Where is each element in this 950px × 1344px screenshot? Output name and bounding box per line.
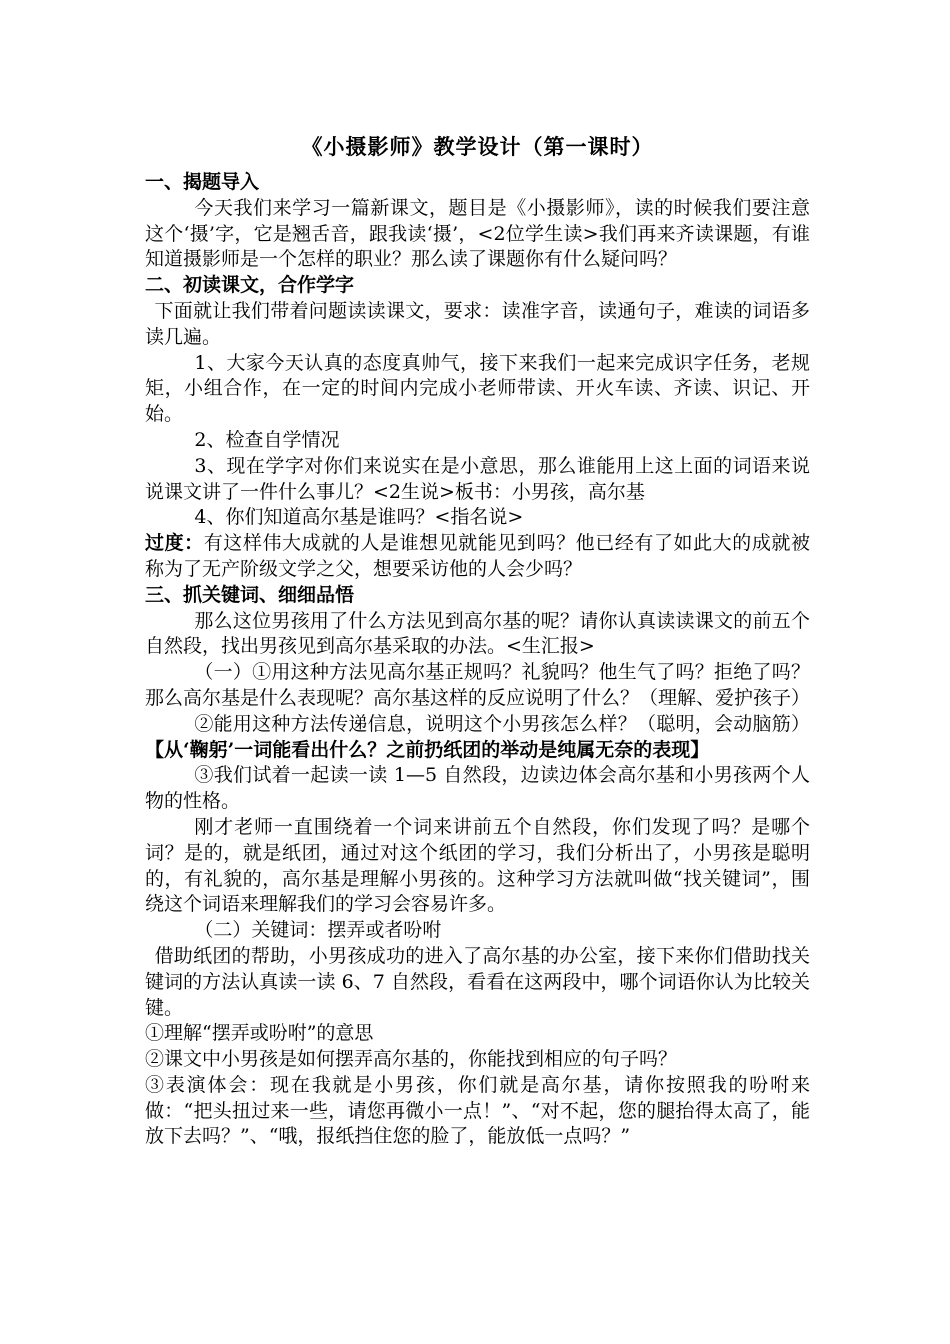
paragraph: 1、大家今天认真的态度真帅气，接下来我们一起来完成识字任务，老规矩，小组合作，在一定的时间内完成小老师带读、开火车读、齐读、识记、开始。 (145, 351, 810, 426)
paragraph: 那么这位男孩用了什么方法见到高尔基的呢？请你认真读读课文的前五个自然段，找出男孩见到高尔基采取的办法。<生汇报> (145, 609, 810, 658)
transition-paragraph (145, 531, 810, 583)
paragraph-bold-text: 【从‘鞠躬’一词能看出什么？之前扔纸团的举动是纯属无奈的表现 (145, 738, 691, 761)
paragraph: 下面就让我们带着问题读读课文，要求：读准字音，读通句子，难读的词语多读几遍。 (145, 299, 810, 348)
paragraph: 2、检查自学情况 (194, 428, 340, 451)
paragraph: 借助纸团的帮助，小男孩成功的进入了高尔基的办公室，接下来你们借助找关键词的方法认真读一读 6、7 自然段，看看在这两段中，哪个词语你认为比较关键。 (145, 944, 810, 1019)
document-page (145, 132, 810, 1150)
paragraph: ③我们试着一起读一读 1—5 自然段，边读边体会高尔基和小男孩两个人物的性格。 (145, 764, 810, 813)
transition-label: 过度： (145, 532, 204, 555)
paragraph-bold-text: 】 (690, 738, 710, 761)
document-title: 《小摄影师》教学设计（第一课时） (301, 134, 654, 159)
paragraph: ③表演体会：现在我就是小男孩，你们就是高尔基，请你按照我的吩咐来做：“把头扭过来一些，请您再微小一点！”、“对不起，您的腿抬得太高了，能放下去吗？”、“哦，报纸挡住您的脸了，能放低一点吗？” (145, 1073, 810, 1148)
paragraph: 今天我们来学习一篇新课文，题目是《小摄影师》，读的时候我们要注意这个‘摄’字，它是翘舌音，跟我读‘摄’，<2位学生读>我们再来齐读课题，有谁知道摄影师是一个怎样的职业？那么读了课题你有什么疑问吗？ (145, 196, 810, 271)
section-heading-1: 一、揭题导入 (145, 171, 260, 193)
paragraph: ②课文中小男孩是如何摆弄高尔基的，你能找到相应的句子吗？ (145, 1048, 678, 1071)
paragraph: （二）关键词：摆弄或者吩咐 (194, 919, 442, 942)
paragraph: 4、你们知道高尔基是谁吗？<指名说> (194, 506, 524, 529)
paragraph (145, 712, 810, 764)
paragraph-text: ②能用这种方法传递信息，说明这个小男孩怎么样？（聪明，会动脑筋） (194, 712, 810, 735)
section-heading-3: 三、抓关键词、细细品悟 (145, 583, 355, 606)
section-heading-2: 二、初读课文，合作学字 (145, 274, 355, 297)
paragraph: 刚才老师一直围绕着一个词来讲前五个自然段，你们发现了吗？是哪个词？是的，就是纸团，通过对这个纸团的学习，我们分析出了，小男孩是聪明的，有礼貌的，高尔基是理解小男孩的。这种学习方法就叫做“找关键词”，围绕这个词语来理解我们的学习会容易许多。 (145, 815, 810, 916)
paragraph: 3、现在学字对你们来说实在是小意思，那么谁能用上这上面的词语来说说课文讲了一件什么事儿？<2生说>板书：小男孩，高尔基 (145, 454, 810, 503)
paragraph: （一）①用这种方法见高尔基正规吗？礼貌吗？他生气了吗？拒绝了吗？那么高尔基是什么表现呢？高尔基这样的反应说明了什么？（理解、爱护孩子） (145, 661, 811, 709)
transition-text: 有这样伟大成就的人是谁想见就能见到吗？他已经有了如此大的成就被称为了无产阶级文学之父，想要采访他的人会少吗？ (145, 532, 810, 580)
paragraph: ①理解“摆弄或吩咐”的意思 (145, 1022, 374, 1045)
